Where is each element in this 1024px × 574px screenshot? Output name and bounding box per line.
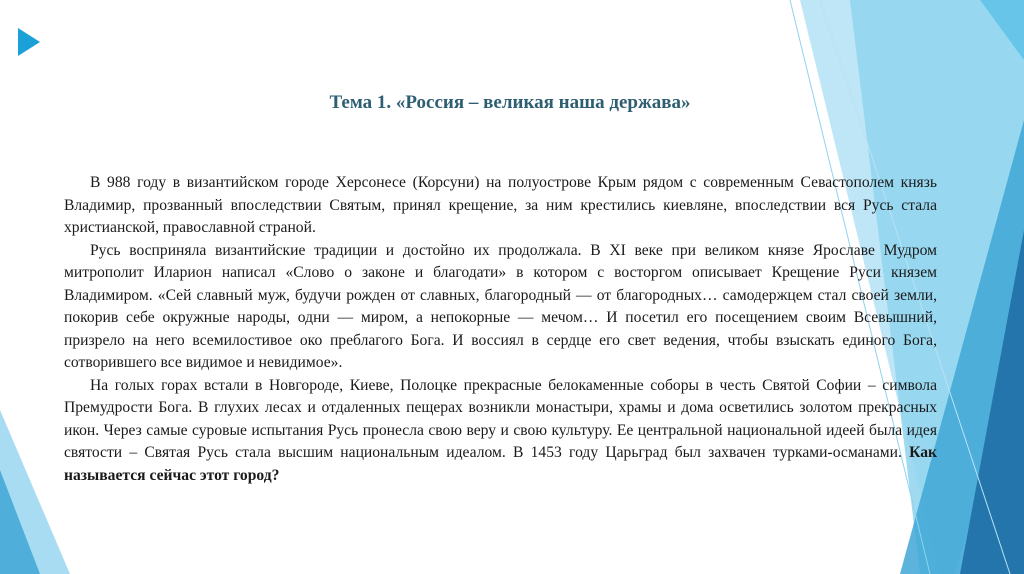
paragraph: Русь восприняла византийские традиции и достойно их продолжала. В XI веке при великом князе Ярославе Мудром митрополит Иларион написал «Слово о законе и благодати» в котором с восторгом описывает Крещение Руси князем Владимиром. «Сей славный муж, будучи рожден от славных, благородный — от благородных… самодержцем стал своей земли, покорив себе окружные народы, одни — миром, а непокорные — мечом… И посетил его посещением своим Всевышний, призрело на него всемилостивое око преблагого Бога. И воссиял в сердце его свет ведения, чтобы взыскать единого Бога, сотворившего все видимое и невидимое». [64,241,937,371]
play-arrow-icon [18,28,40,56]
question-text: Как называется сейчас этот город? [64,444,937,484]
paragraph [64,375,937,488]
slide-title: Тема 1. «Россия – великая наша держава» [329,92,691,113]
slide-body [64,172,937,487]
paragraph-text: На голых горах встали в Новгороде, Киеве, Полоцке прекрасные белокаменные соборы в честь Святой Софии – символа Премудрости Бога. В глухих лесах и отдаленных пещерах возникли монастыри, храмы и дома осветились золотом прекрасных икон. Через самые суровые испытания Русь пронесла свою веру и свою культуру. Ее центральной национальной идеей была идея святости – Святая Русь стала высшим национальным идеалом. В 1453 году Царьград был захвачен турками-османами. [64,376,937,461]
paragraph: В 988 году в византийском городе Херсонесе (Корсуни) на полуострове Крым рядом с современным Севастополем князь Владимир, прозванный впоследствии Святым, принял крещение, за ним крестились киевляне, впоследствии вся Русь стала христианской, православной страной. [64,174,937,236]
